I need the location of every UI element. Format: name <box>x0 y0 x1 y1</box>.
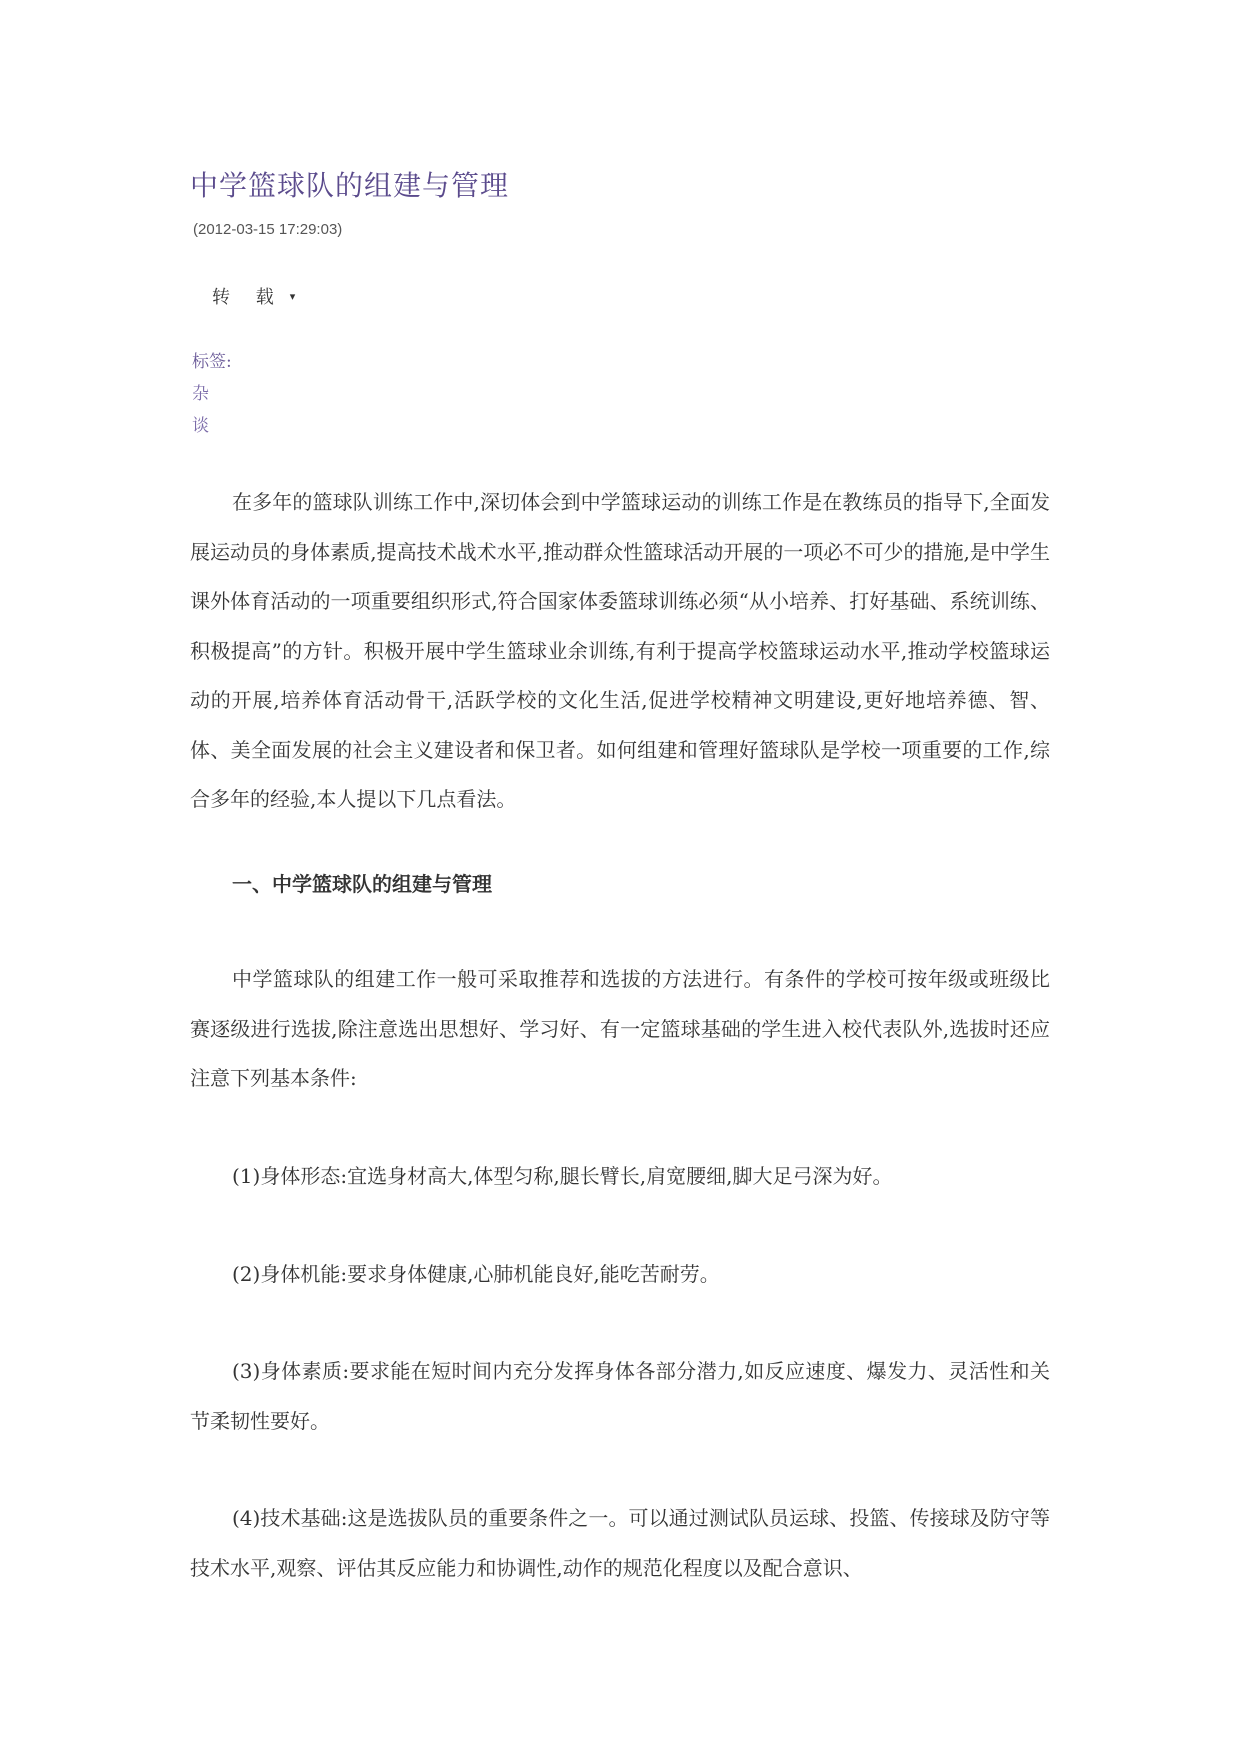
tag-item[interactable]: 谈 <box>192 416 209 436</box>
chevron-down-icon: ▾ <box>289 289 296 303</box>
page-title: 中学篮球队的组建与管理 <box>190 169 510 202</box>
section-heading: 一、中学篮球队的组建与管理 <box>232 872 492 896</box>
body-paragraph: 中学篮球队的组建工作一般可采取推荐和选拔的方法进行。有条件的学校可按年级或班级比赛逐级进行选拔,除注意选出思想好、学习好、有一定篮球基础的学生进入校代表队外,选拔时还应注意下列基本条件: <box>190 967 1050 1090</box>
criteria-item: (1)身体形态:宜选身材高大,体型匀称,腿长臂长,肩宽腰细,脚大足弓深为好。 <box>232 1164 893 1188</box>
criteria-item: (4)技术基础:这是选拔队员的重要条件之一。可以通过测试队员运球、投篮、传接球及防守等技术水平,观察、评估其反应能力和协调性,动作的规范化程度以及配合意识、 <box>190 1506 1050 1580</box>
criteria-item: (3)身体素质:要求能在短时间内充分发挥身体各部分潜力,如反应速度、爆发力、灵活性和关节柔韧性要好。 <box>190 1359 1050 1433</box>
repost-label: 转 载 <box>212 287 284 308</box>
post-timestamp: (2012-03-15 17:29:03) <box>193 221 343 238</box>
repost-dropdown[interactable] <box>212 283 295 309</box>
tags-block <box>192 346 232 442</box>
intro-paragraph: 在多年的篮球队训练工作中,深切体会到中学篮球运动的训练工作是在教练员的指导下,全面发展运动员的身体素质,提高技术战术水平,推动群众性篮球活动开展的一项必不可少的措施,是中学生课外体育活动的一项重要组织形式,符合国家体委篮球训练必须“从小培养、打好基础、系统训练、积极提高”的方针。积极开展中学生篮球业余训练,有利于提高学校篮球运动水平,推动学校篮球运动的开展,培养体育活动骨干,活跃学校的文化生活,促进学校精神文明建设,更好地培养德、智、体、美全面发展的社会主义建设者和保卫者。如何组建和管理好篮球队是学校一项重要的工作,综合多年的经验,本人提以下几点看法。 <box>190 490 1050 811</box>
tags-label: 标签: <box>192 352 232 372</box>
criteria-item: (2)身体机能:要求身体健康,心肺机能良好,能吃苦耐劳。 <box>232 1262 720 1286</box>
tag-item[interactable]: 杂 <box>192 384 209 404</box>
